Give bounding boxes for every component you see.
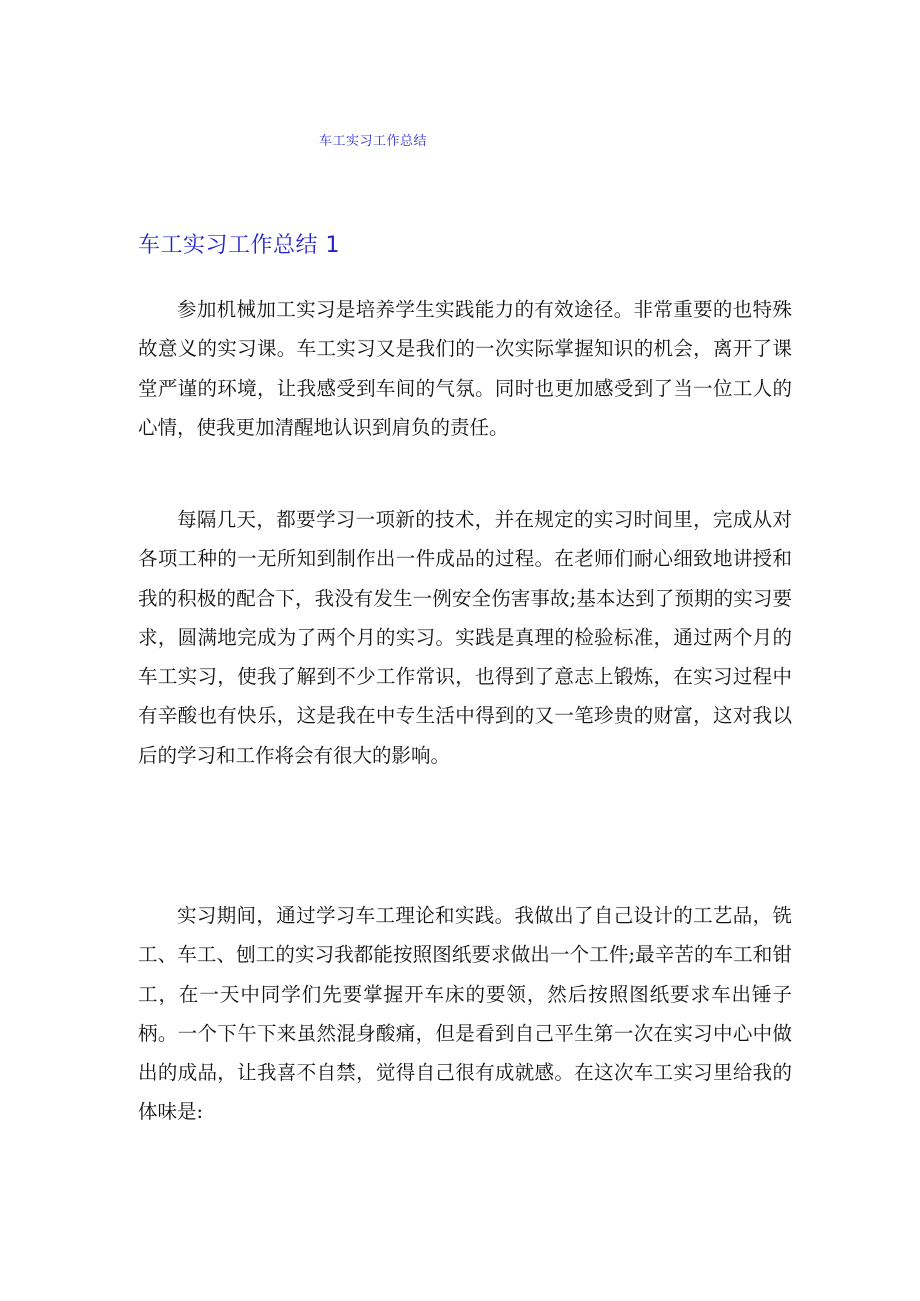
paragraph-1: 参加机械加工实习是培养学生实践能力的有效途径。非常重要的也特殊故意义的实习课。车工实习又是我们的一次实际掌握知识的机会，离开了课堂严谨的环境，让我感受到车间的气氛。同时也更加感受到了当一位工人的心情，使我更加清醒地认识到肩负的责任。 [138,298,792,439]
page-header-title: 车工实习工作总结 [319,134,428,149]
paragraph-2: 每隔几天，都要学习一项新的技术，并在规定的实习时间里，完成从对各项工种的一无所知到制作出一件成品的过程。在老师们耐心细致地讲授和我的积极的配合下，我没有发生一例安全伤害事故;基本达到了预期的实习要求，圆满地完成为了两个月的实习。实践是真理的检验标准，通过两个月的车工实习，使我了解到不少工作常识，也得到了意志上锻炼，在实习过程中有辛酸也有快乐，这是我在中专生活中得到的又一笔珍贵的财富，这对我以后的学习和工作将会有很大的影响。 [138,508,792,767]
paragraph-3: 实习期间，通过学习车工理论和实践。我做出了自己设计的工艺品，铣工、车工、刨工的实习我都能按照图纸要求做出一个工件;最辛苦的车工和钳工，在一天中同学们先要掌握开车床的要领，然后按照图纸要求车出锤子柄。一个下午下来虽然混身酸痛，但是看到自己平生第一次在实习中心中做出的成品，让我喜不自禁，觉得自己很有成就感。在这次车工实习里给我的体味是: [138,904,792,1124]
section-heading: 车工实习工作总结 1 [138,233,340,258]
